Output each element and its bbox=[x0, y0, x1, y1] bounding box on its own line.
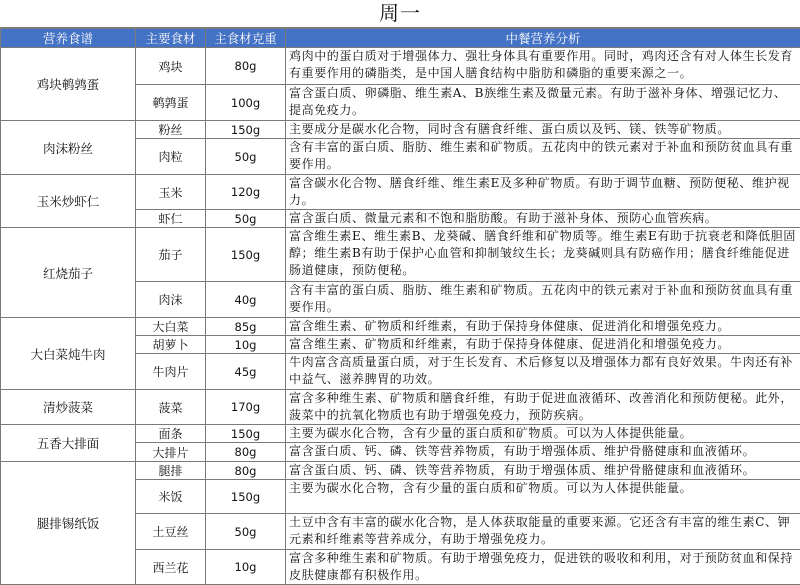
ingredient-cell[interactable]: 大白菜 bbox=[136, 318, 206, 336]
ingredient-cell[interactable]: 大排片 bbox=[136, 443, 206, 462]
ingredient-cell[interactable]: 牛肉片 bbox=[136, 354, 206, 390]
analysis-cell[interactable]: 富含蛋白质、钙、磷、铁等营养物质，有助于增强体质、维护骨骼健康和血液循环。 bbox=[286, 443, 800, 462]
ingredient-cell[interactable]: 虾仁 bbox=[136, 210, 206, 228]
dish-name-cell[interactable]: 红烧茄子 bbox=[1, 228, 136, 318]
weight-cell[interactable]: 10g bbox=[206, 336, 286, 354]
header-recipe[interactable]: 营养食谱 bbox=[1, 29, 136, 48]
analysis-cell[interactable]: 富含碳水化合物、膳食纤维、维生素E及多种矿物质。有助于调节血糖、预防便秘、维护视力。 bbox=[286, 175, 800, 210]
ingredient-cell[interactable]: 粉丝 bbox=[136, 121, 206, 139]
dish-name-cell[interactable]: 清炒菠菜 bbox=[1, 390, 136, 425]
dish-name-cell[interactable]: 肉沫粉丝 bbox=[1, 121, 136, 175]
weight-cell[interactable]: 80g bbox=[206, 443, 286, 462]
dish-name-cell[interactable]: 玉米炒虾仁 bbox=[1, 175, 136, 228]
ingredient-cell[interactable]: 胡萝卜 bbox=[136, 336, 206, 354]
analysis-cell[interactable]: 富含蛋白质、卵磷脂、维生素A、B族维生素及微量元素。有助于滋补身体、增强记忆力、提高免疫力。 bbox=[286, 85, 800, 121]
table-row bbox=[1, 48, 800, 85]
header-weight[interactable]: 主食材克重 bbox=[206, 29, 286, 48]
table-row bbox=[1, 390, 800, 425]
table-row bbox=[1, 175, 800, 210]
ingredient-cell[interactable]: 菠菜 bbox=[136, 390, 206, 425]
weight-cell[interactable]: 120g bbox=[206, 175, 286, 210]
analysis-cell[interactable]: 富含维生素、矿物质和纤维素，有助于保持身体健康、促进消化和增强免疫力。 bbox=[286, 336, 800, 354]
weight-cell[interactable]: 40g bbox=[206, 282, 286, 318]
analysis-cell[interactable]: 含有丰富的蛋白质、脂肪、维生素和矿物质。五花肉中的铁元素对于补血和预防贫血具有重要作用。 bbox=[286, 139, 800, 175]
analysis-cell[interactable]: 主要为碳水化合物，含有少量的蛋白质和矿物质。可以为人体提供能量。 bbox=[286, 425, 800, 443]
weight-cell[interactable]: 80g bbox=[206, 48, 286, 85]
ingredient-cell[interactable]: 面条 bbox=[136, 425, 206, 443]
table-row bbox=[1, 228, 800, 282]
table-row bbox=[1, 425, 800, 443]
analysis-cell[interactable]: 富含蛋白质、钙、磷、铁等营养物质，有助于增强体质、维护骨骼健康和血液循环。 bbox=[286, 462, 800, 480]
ingredient-cell[interactable]: 西兰花 bbox=[136, 550, 206, 585]
header-analysis[interactable]: 中餐营养分析 bbox=[286, 29, 800, 48]
weight-cell[interactable]: 100g bbox=[206, 85, 286, 121]
ingredient-cell[interactable]: 土豆丝 bbox=[136, 514, 206, 550]
analysis-cell[interactable]: 富含多种维生素和矿物质。有助于增强免疫力，促进铁的吸收和利用，对于预防贫血和保持皮肤健康都有积极作用。 bbox=[286, 550, 800, 585]
dish-name-cell[interactable]: 大白菜炖牛肉 bbox=[1, 318, 136, 390]
analysis-cell[interactable]: 主要为碳水化合物，含有少量的蛋白质和矿物质。可以为人体提供能量。 bbox=[286, 480, 800, 514]
weight-cell[interactable]: 80g bbox=[206, 462, 286, 480]
header-ingredient[interactable]: 主要食材 bbox=[136, 29, 206, 48]
analysis-cell[interactable]: 主要成分是碳水化合物，同时含有膳食纤维、蛋白质以及钙、镁、铁等矿物质。 bbox=[286, 121, 800, 139]
ingredient-cell[interactable]: 玉米 bbox=[136, 175, 206, 210]
weight-cell[interactable]: 10g bbox=[206, 550, 286, 585]
weight-cell[interactable]: 150g bbox=[206, 425, 286, 443]
analysis-cell[interactable]: 牛肉富含高质量蛋白质，对于生长发育、术后修复以及增强体力都有良好效果。牛肉还有补中益气、滋养脾胃的功效。 bbox=[286, 354, 800, 390]
weight-cell[interactable]: 150g bbox=[206, 228, 286, 282]
weight-cell[interactable]: 50g bbox=[206, 139, 286, 175]
weight-cell[interactable]: 150g bbox=[206, 480, 286, 514]
weight-cell[interactable]: 50g bbox=[206, 514, 286, 550]
weight-cell[interactable]: 170g bbox=[206, 390, 286, 425]
analysis-cell[interactable]: 富含维生素、矿物质和纤维素，有助于保持身体健康、促进消化和增强免疫力。 bbox=[286, 318, 800, 336]
table-row bbox=[1, 121, 800, 139]
dish-name-cell[interactable]: 五香大排面 bbox=[1, 425, 136, 462]
menu-table bbox=[0, 28, 800, 585]
table-body bbox=[1, 48, 800, 585]
ingredient-cell[interactable]: 腿排 bbox=[136, 462, 206, 480]
analysis-cell[interactable]: 富含蛋白质、微量元素和不饱和脂肪酸。有助于滋补身体、预防心血管疾病。 bbox=[286, 210, 800, 228]
analysis-cell[interactable]: 富含多种维生素、矿物质和膳食纤维，有助于促进血液循环、改善消化和预防便秘。此外，菠菜中的抗氧化物质也有助于增强免疫力，预防疾病。 bbox=[286, 390, 800, 425]
table-row bbox=[1, 462, 800, 480]
analysis-cell[interactable]: 富含维生素E、维生素B、龙葵碱、膳食纤维和矿物质等。维生素E有助于抗衰老和降低胆固醇；维生素B有助于保护心血管和抑制皱纹生长；龙葵碱则具有防癌作用；膳食纤维能促进肠道健康，预防便秘。 bbox=[286, 228, 800, 282]
analysis-cell[interactable]: 含有丰富的蛋白质、脂肪、维生素和矿物质。五花肉中的铁元素对于补血和预防贫血具有重要作用。 bbox=[286, 282, 800, 318]
weight-cell[interactable]: 45g bbox=[206, 354, 286, 390]
analysis-cell[interactable]: 鸡肉中的蛋白质对于增强体力、强壮身体具有重要作用。同时，鸡肉还含有对人体生长发育有重要作用的磷脂类，是中国人膳食结构中脂肪和磷脂的重要来源之一。 bbox=[286, 48, 800, 85]
dish-name-cell[interactable]: 腿排锡纸饭 bbox=[1, 462, 136, 585]
dish-name-cell[interactable]: 鸡块鹌鹑蛋 bbox=[1, 48, 136, 121]
analysis-cell[interactable]: 土豆中含有丰富的碳水化合物，是人体获取能量的重要来源。它还含有丰富的维生素C、钾元素和纤维素等营养成分，有助于增强免疫力。 bbox=[286, 514, 800, 550]
header-row bbox=[1, 29, 800, 48]
ingredient-cell[interactable]: 茄子 bbox=[136, 228, 206, 282]
weight-cell[interactable]: 150g bbox=[206, 121, 286, 139]
weight-cell[interactable]: 50g bbox=[206, 210, 286, 228]
ingredient-cell[interactable]: 肉粒 bbox=[136, 139, 206, 175]
table-row bbox=[1, 318, 800, 336]
ingredient-cell[interactable]: 鸡块 bbox=[136, 48, 206, 85]
ingredient-cell[interactable]: 肉沫 bbox=[136, 282, 206, 318]
weight-cell[interactable]: 85g bbox=[206, 318, 286, 336]
ingredient-cell[interactable]: 米饭 bbox=[136, 480, 206, 514]
sheet-title: 周一 bbox=[0, 0, 800, 28]
ingredient-cell[interactable]: 鹌鹑蛋 bbox=[136, 85, 206, 121]
